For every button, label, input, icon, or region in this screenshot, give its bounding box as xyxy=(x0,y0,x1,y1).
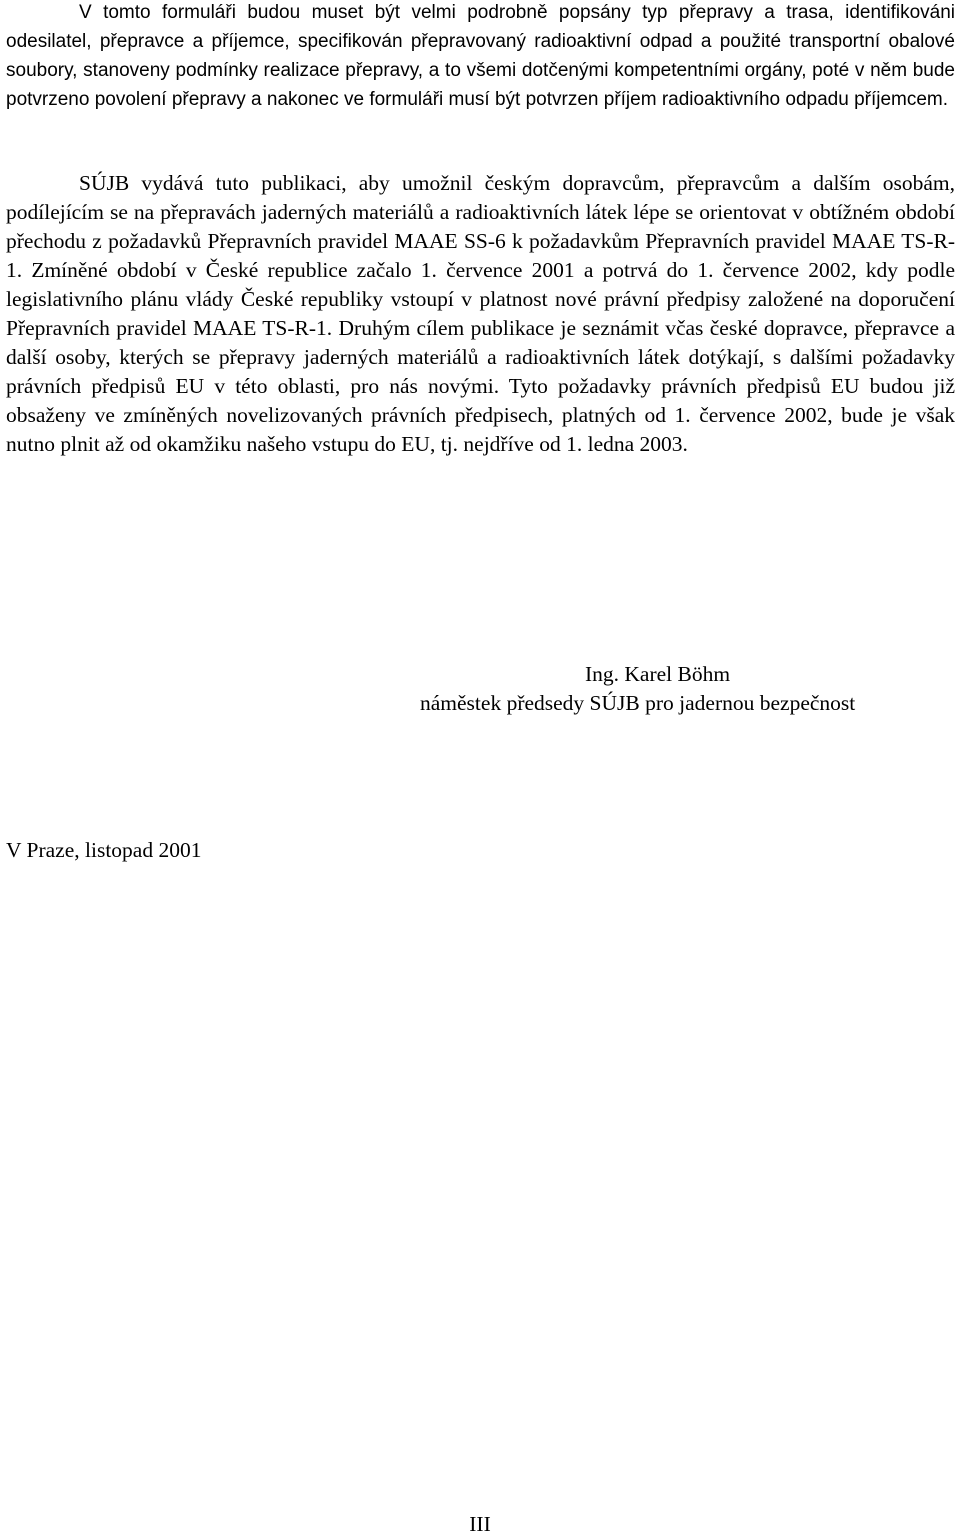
page-number: III xyxy=(469,1512,491,1536)
paragraph-form-description: V tomto formuláři budou muset být velmi podrobně popsány typ přepravy a trasa, identifikováni odesilatel, přepravce a příjemce, specifikován přepravovaný radioaktivní odpad a použité transportní obalové soubory, stanoveny podmínky realizace přepravy, a to všemi dotčenými kompetentními orgány, poté v něm bude potvrzeno povolení přepravy a nakonec ve formuláři musí být potvrzen příjem radioaktivního odpadu příjemcem. xyxy=(6,2,955,110)
signatory-name: Ing. Karel Böhm xyxy=(585,662,731,686)
signature-block xyxy=(420,660,940,718)
place-and-date: V Praze, listopad 2001 xyxy=(6,838,202,862)
paragraph-publication-purpose: SÚJB vydává tuto publikaci, aby umožnil českým dopravcům, přepravcům a dalším osobám, podílejícím se na přepravách jaderných materiálů a radioaktivních látek lépe se orientovat v obtížném období přechodu z požadavků Přepravních pravidel MAAE SS-6 k požadavkům Přepravních pravidel MAAE TS-R-1. Zmíněné období v České republice začalo 1. července 2001 a potrvá do 1. července 2002, kdy podle legislativního plánu vlády České republiky vstoupí v platnost nové právní předpisy založené na doporučení Přepravních pravidel MAAE TS-R-1. Druhým cílem publikace je seznámit včas české dopravce, přepravce a další osoby, kterých se přepravy jaderných materiálů a radioaktivních látek dotýkají, s dalšími požadavky právních předpisů EU v této oblasti, pro nás novými. Tyto požadavky právních předpisů EU budou již obsaženy ve zmíněných novelizovaných právních předpisech, platných od 1. července 2002, bude je však nutno plnit až od okamžiku našeho vstupu do EU, tj. nejdříve od 1. ledna 2003. xyxy=(6,171,955,456)
signatory-title: náměstek předsedy SÚJB pro jadernou bezpečnost xyxy=(420,691,856,715)
